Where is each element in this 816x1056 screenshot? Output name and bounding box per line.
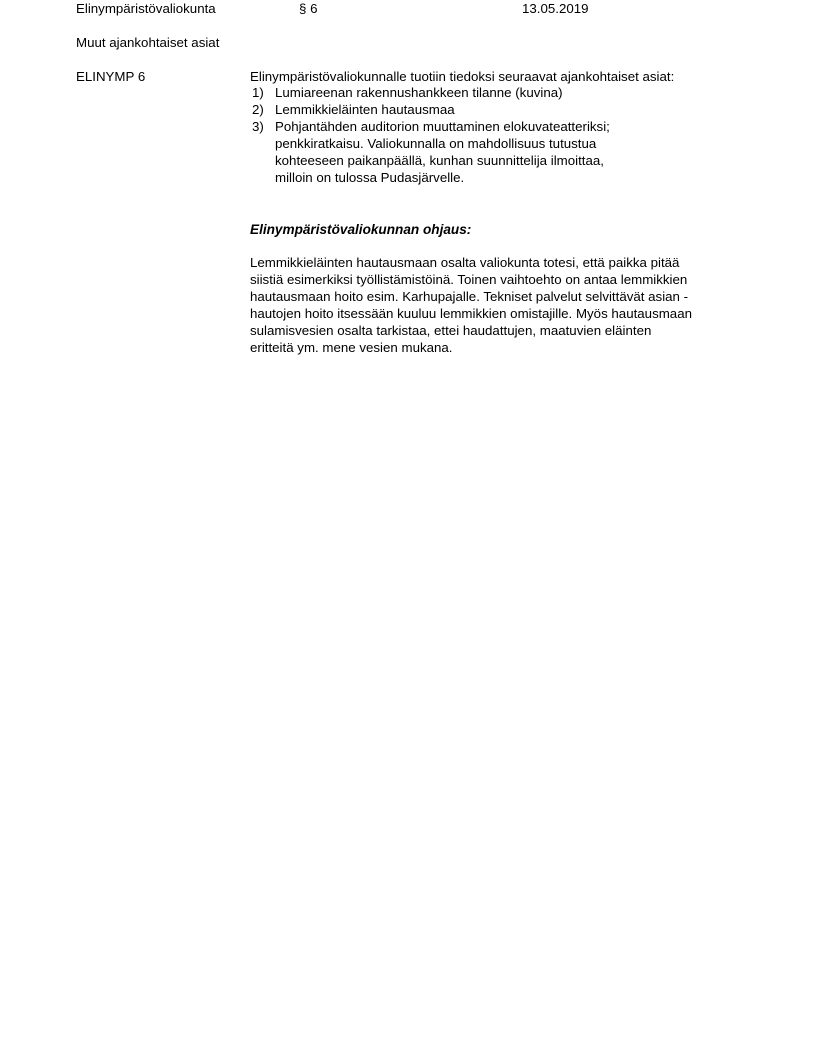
guidance-heading: Elinympäristövaliokunnan ohjaus: <box>250 222 472 237</box>
list-item <box>250 101 610 118</box>
list-item-text: Lumiareenan rakennushankkeen tilanne (kuvina) <box>275 85 563 100</box>
list-item-text: kohteeseen paikanpäällä, kunhan suunnittelija ilmoittaa, <box>275 153 604 168</box>
subject-title: Muut ajankohtaiset asiat <box>76 35 220 50</box>
guidance-line: hautausmaan hoito esim. Karhupajalle. Tekniset palvelut selvittävät asian - <box>250 289 689 304</box>
list-item-number: 3) <box>252 119 264 134</box>
guidance-line: sulamisvesien osalta tarkistaa, ettei haudattujen, maatuvien eläinten <box>250 323 652 338</box>
intro-text: Elinympäristövaliokunnalle tuotiin tiedoksi seuraavat ajankohtaiset asiat: <box>250 69 675 84</box>
header-committee: Elinympäristövaliokunta <box>76 1 216 16</box>
list-item <box>250 84 610 101</box>
guidance-line: hautojen hoito itsessään kuuluu lemmikkien omistajille. Myös hautausmaan <box>250 306 692 321</box>
header-date: 13.05.2019 <box>522 1 589 16</box>
list-item-text: milloin on tulossa Pudasjärvelle. <box>275 170 465 185</box>
guidance-paragraph <box>250 254 750 356</box>
list-item-text: Lemmikkieläinten hautausmaa <box>275 102 455 117</box>
list-item <box>250 118 610 186</box>
guidance-line: eritteitä ym. mene vesien mukana. <box>250 340 453 355</box>
item-code: ELINYMP 6 <box>76 69 146 84</box>
notice-list <box>250 84 610 186</box>
header-section: § 6 <box>299 1 318 16</box>
list-item-text: penkkiratkaisu. Valiokunnalla on mahdollisuus tutustua <box>275 136 597 151</box>
guidance-line: siistiä esimerkiksi työllistämistöinä. Toinen vaihtoehto on antaa lemmikkien <box>250 272 688 287</box>
list-item-number: 1) <box>252 85 264 100</box>
list-item-text: Pohjantähden auditorion muuttaminen elokuvateatteriksi; <box>275 119 610 134</box>
list-item-number: 2) <box>252 102 264 117</box>
guidance-line: Lemmikkieläinten hautausmaan osalta valiokunta totesi, että paikka pitää <box>250 255 680 270</box>
